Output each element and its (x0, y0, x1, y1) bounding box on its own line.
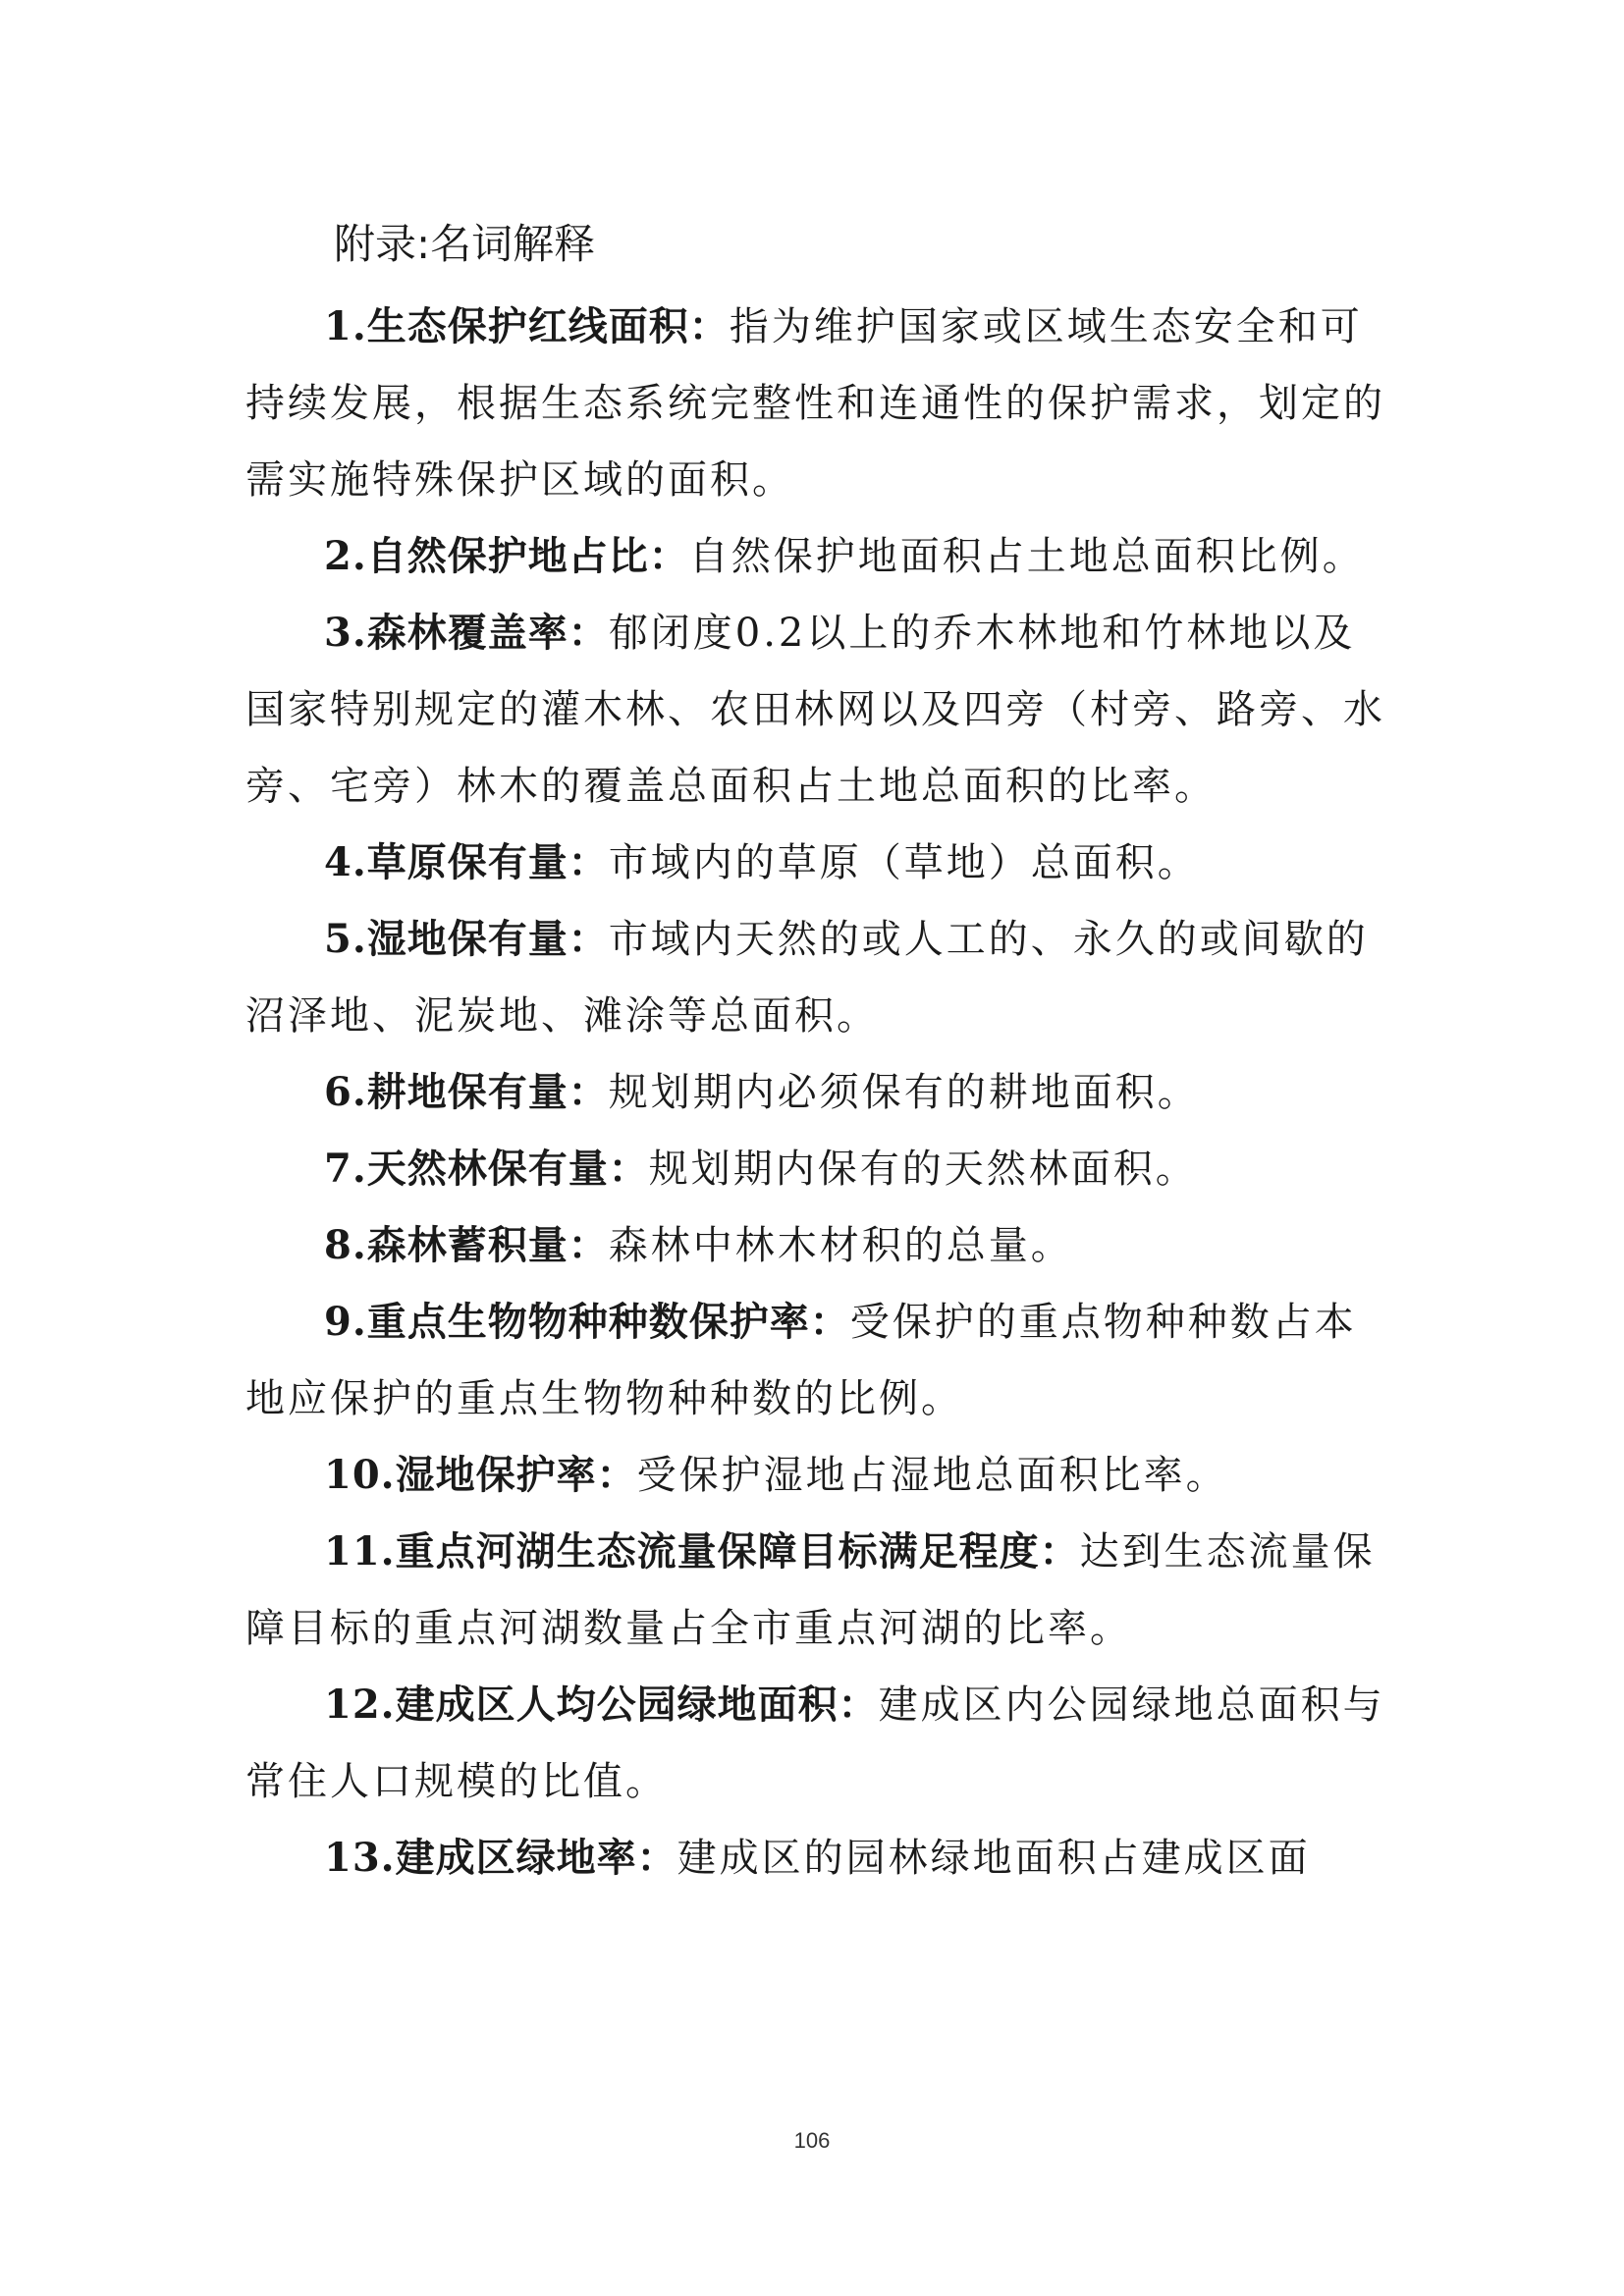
page-number: 106 (793, 2128, 831, 2153)
glossary-entry-10 (245, 1437, 1394, 1514)
glossary-definition: 规划期内保有的天然林面积。 (648, 1147, 1198, 1192)
glossary-definition: 受保护湿地占湿地总面积比率。 (636, 1453, 1228, 1498)
glossary-definition: 自然保护地面积占土地总面积比例。 (688, 534, 1365, 579)
glossary-term: 3.森林覆盖率： (324, 610, 609, 656)
glossary-entry-11 (245, 1514, 1394, 1667)
glossary-entry-5 (245, 901, 1394, 1054)
glossary-entry-4 (245, 825, 1394, 901)
glossary-term: 4.草原保有量： (324, 839, 609, 885)
appendix-heading: 附录:名词解释 (334, 220, 596, 268)
glossary-entry-13 (245, 1820, 1394, 1896)
glossary-term: 2.自然保护地占比： (324, 533, 689, 579)
glossary-term: 11.重点河湖生态流量保障目标满足程度： (324, 1528, 1080, 1575)
glossary-definition: 郁闭度0.2以上的乔木林地和竹林地以及国家特别规定的灌木林、农田林网以及四旁（村旁、路旁、水旁、宅旁）林木的覆盖总面积占土地总面积的比率。 (245, 611, 1385, 809)
glossary-definition: 市域内的草原（草地）总面积。 (608, 840, 1200, 885)
glossary-entry-6 (245, 1054, 1394, 1131)
glossary-term: 8.森林蓄积量： (324, 1222, 609, 1268)
glossary-definition: 森林中林木材积的总量。 (608, 1223, 1073, 1268)
glossary-definition: 指为维护国家或区域生态安全和可持续发展，根据生态系统完整性和连通性的保护需求，划定的需实施特殊保护区域的面积。 (245, 304, 1385, 503)
glossary-list (245, 289, 1394, 1896)
glossary-term: 9.重点生物物种种数保护率： (324, 1299, 850, 1345)
glossary-definition: 达到生态流量保障目标的重点河湖数量占全市重点河湖的比率。 (245, 1529, 1376, 1651)
glossary-definition: 受保护的重点物种种数占本地应保护的重点生物物种种数的比例。 (245, 1300, 1357, 1421)
glossary-term: 10.湿地保护率： (324, 1452, 637, 1498)
glossary-definition: 建成区的园林绿地面积占建成区面 (677, 1836, 1311, 1881)
glossary-entry-7 (245, 1131, 1394, 1207)
glossary-entry-12 (245, 1667, 1394, 1820)
glossary-term: 7.天然林保有量： (324, 1146, 649, 1192)
glossary-definition: 建成区内公园绿地总面积与常住人口规模的比值。 (245, 1682, 1385, 1804)
glossary-entry-8 (245, 1207, 1394, 1284)
glossary-entry-9 (245, 1284, 1394, 1437)
glossary-entry-3 (245, 595, 1394, 825)
glossary-term: 6.耕地保有量： (324, 1069, 609, 1115)
glossary-entry-1 (245, 289, 1394, 518)
glossary-term: 5.湿地保有量： (324, 916, 609, 962)
glossary-entry-2 (245, 518, 1394, 595)
glossary-definition: 市域内天然的或人工的、永久的或间歇的沼泽地、泥炭地、滩涂等总面积。 (245, 917, 1369, 1039)
glossary-term: 12.建成区人均公园绿地面积： (324, 1682, 879, 1728)
glossary-term: 13.建成区绿地率： (324, 1835, 677, 1881)
glossary-term: 1.生态保护红线面积： (324, 303, 730, 349)
glossary-definition: 规划期内必须保有的耕地面积。 (608, 1070, 1200, 1115)
